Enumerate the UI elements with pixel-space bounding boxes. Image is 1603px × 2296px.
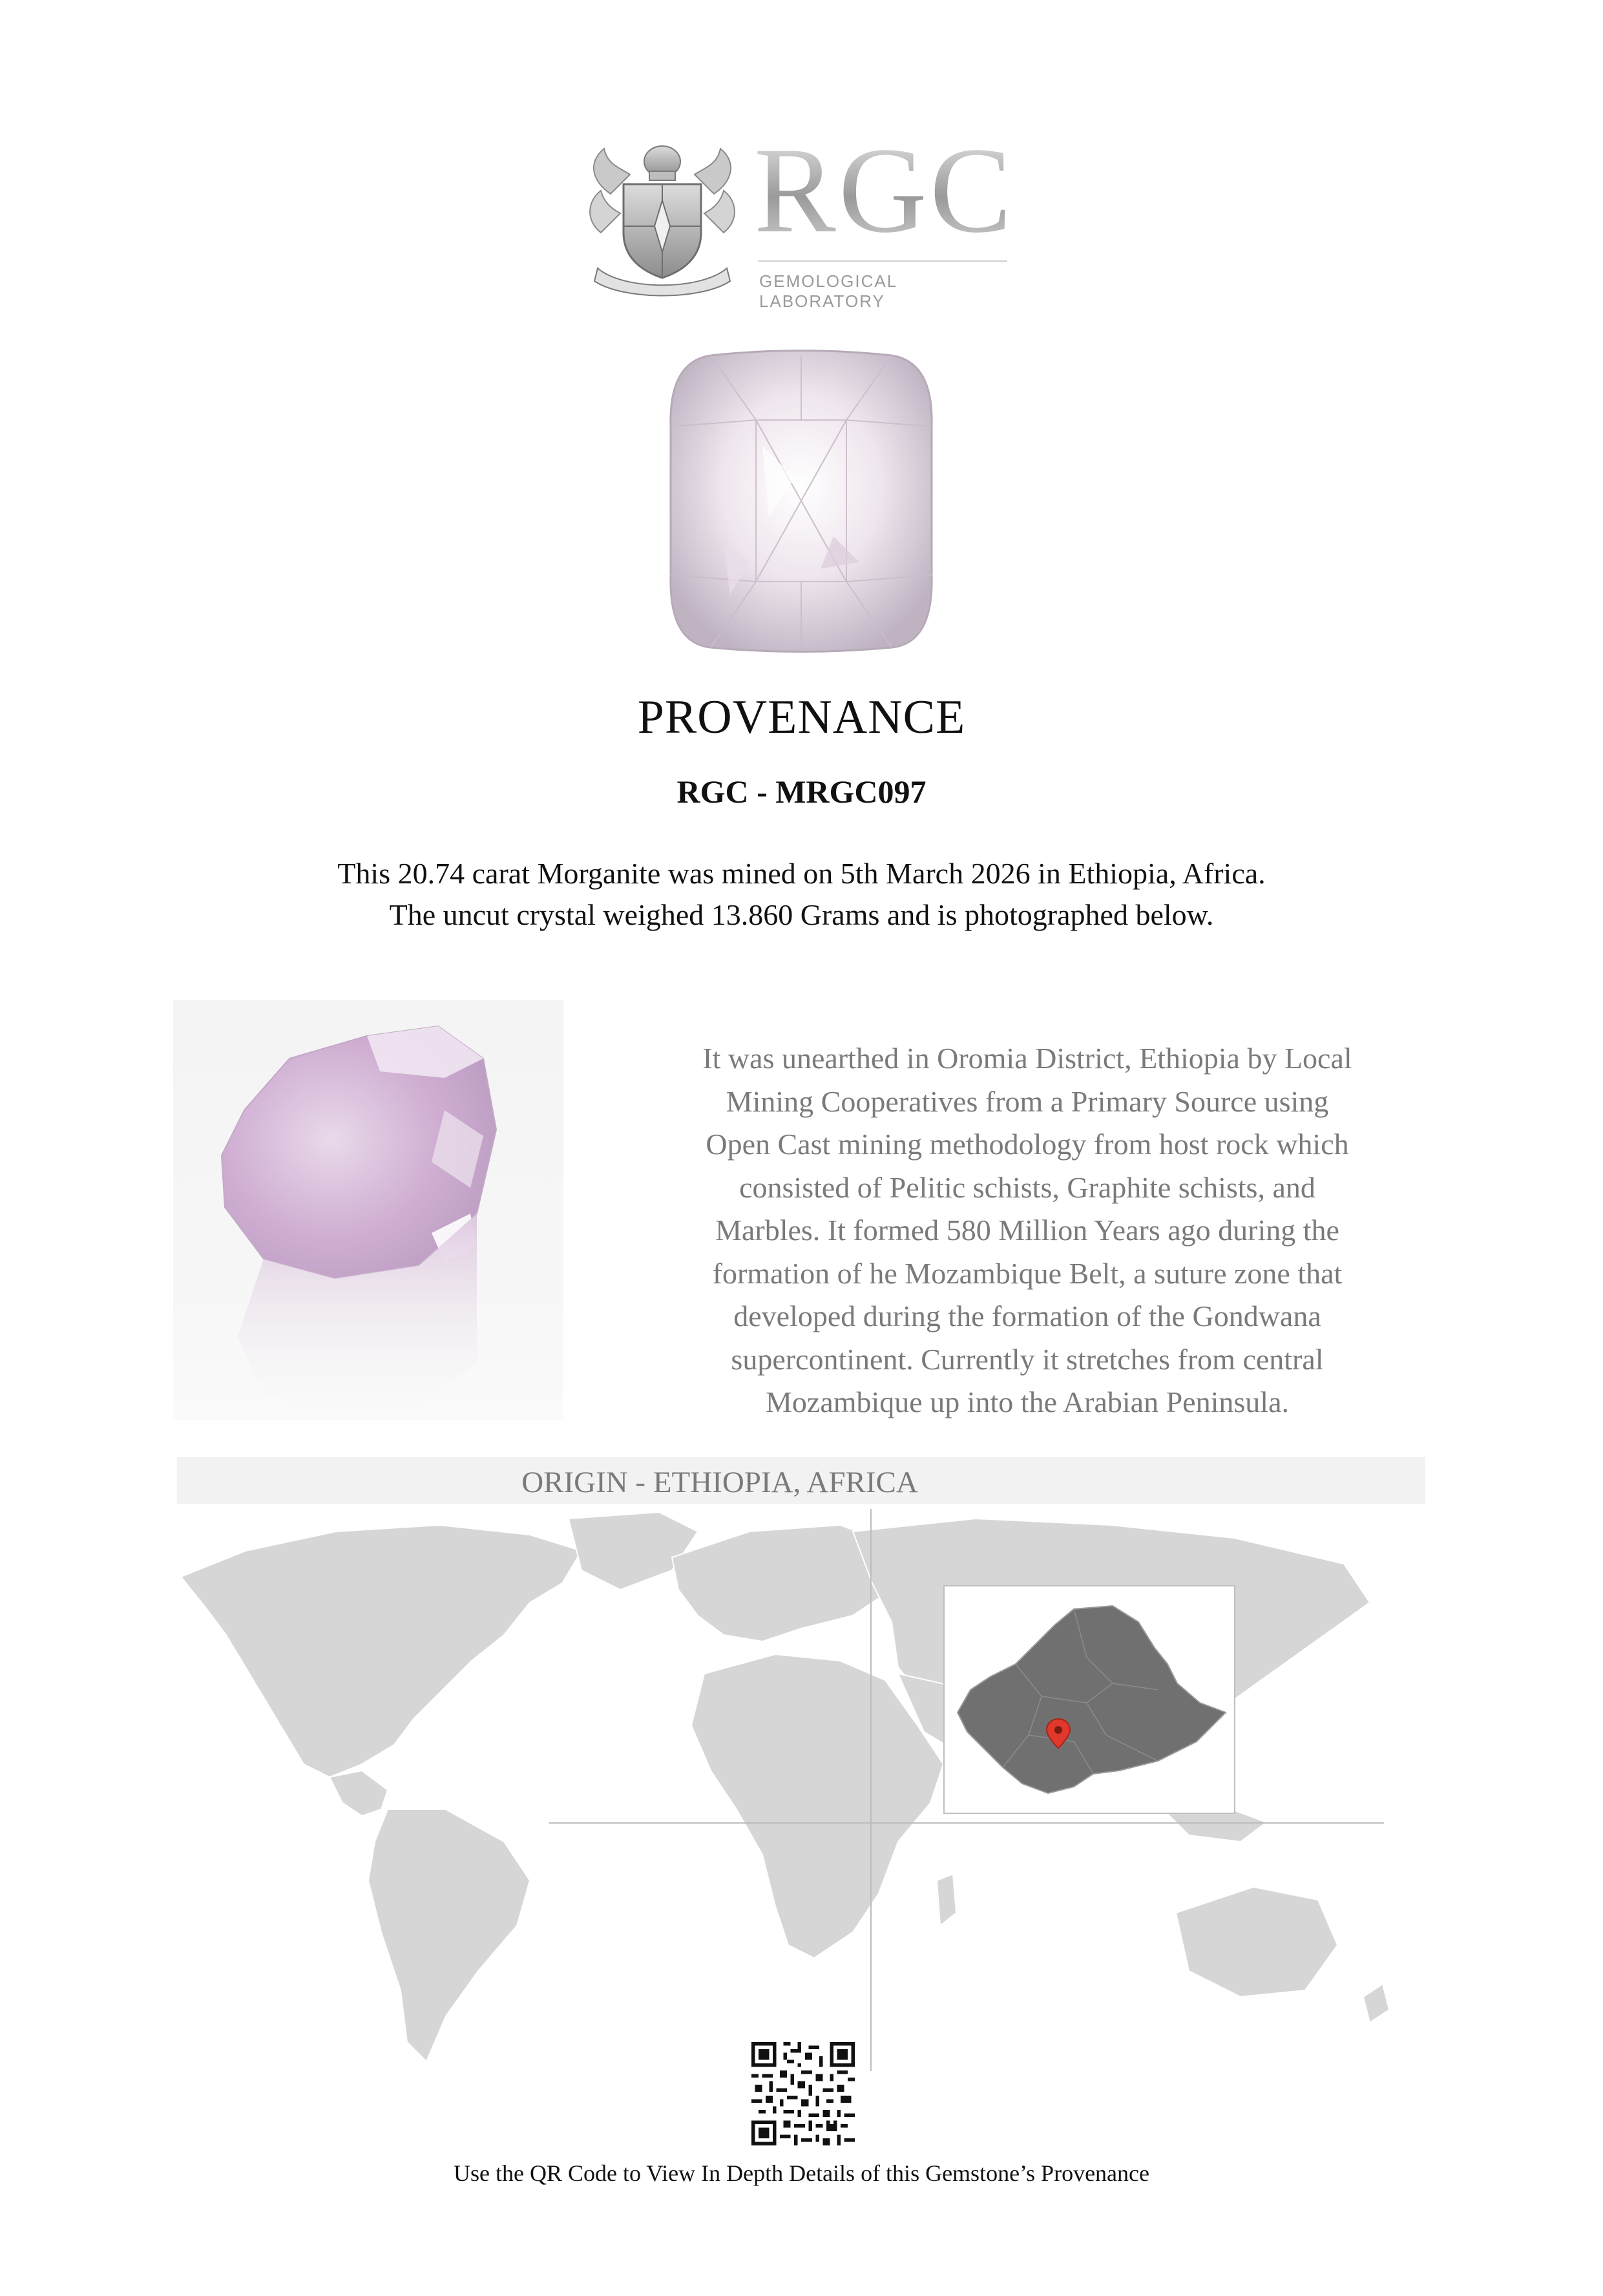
madagascar-landmass (937, 1874, 956, 1926)
summary-line: The uncut crystal weighed 13.860 Grams and is photographed below. (389, 898, 1214, 931)
logo-divider (758, 260, 1007, 262)
provenance-description (640, 1037, 1415, 1424)
north-america-landmass (181, 1525, 581, 1777)
ethiopia-country-map (945, 1586, 1234, 1813)
new-zealand-landmass (1363, 1984, 1389, 2023)
description-line: developed during the formation of the Gondwana (733, 1300, 1321, 1332)
map-crosshair-vertical (870, 1509, 872, 2071)
description-line: formation of he Mozambique Belt, a suture zone that (712, 1256, 1343, 1290)
ethiopia-inset-map (943, 1585, 1235, 1814)
cut-gemstone-image (665, 349, 937, 653)
origin-banner (177, 1457, 1425, 1504)
description-line: Marbles. It formed 580 Million Years ago during the (715, 1214, 1339, 1247)
rough-crystal-image (173, 1000, 563, 1420)
description-line: supercontinent. Currently it stretches from central (731, 1342, 1324, 1376)
central-america-landmass (330, 1771, 388, 1816)
description-line: Mozambique up into the Arabian Peninsula. (766, 1385, 1289, 1418)
description-line: Open Cast mining methodology from host rock which (706, 1128, 1349, 1161)
rough-crystal-photo (173, 1000, 563, 1420)
certificate-reference: RGC - MRGC097 (676, 774, 927, 810)
description-line: It was unearthed in Oromia District, Ethiopia by Local (702, 1042, 1352, 1075)
map-crosshair-horizontal (549, 1822, 1384, 1824)
crest-emblem-icon (585, 136, 740, 297)
lab-logo (585, 123, 1014, 311)
qr-code-icon[interactable] (751, 2042, 855, 2145)
south-america-landmass (368, 1809, 530, 2061)
africa-landmass (691, 1654, 943, 1958)
summary-line: This 20.74 carat Morganite was mined on 5th March 2026 in Ethiopia, Africa. (337, 857, 1266, 890)
page-title: PROVENANCE (637, 691, 966, 744)
logo-subtitle: GEMOLOGICAL LABORATORY (759, 271, 897, 311)
summary-text (0, 853, 1603, 936)
description-line: consisted of Pelitic schists, Graphite schists, and (739, 1170, 1315, 1204)
footer-note: Use the QR Code to View In Depth Details of this Gemstone’s Provenance (454, 2160, 1149, 2186)
logo-wordmark: RGC (754, 123, 1014, 258)
description-line: Mining Cooperatives from a Primary Source using (726, 1084, 1329, 1118)
origin-label: ORIGIN - ETHIOPIA, AFRICA (521, 1466, 918, 1499)
australia-landmass (1176, 1887, 1337, 1997)
